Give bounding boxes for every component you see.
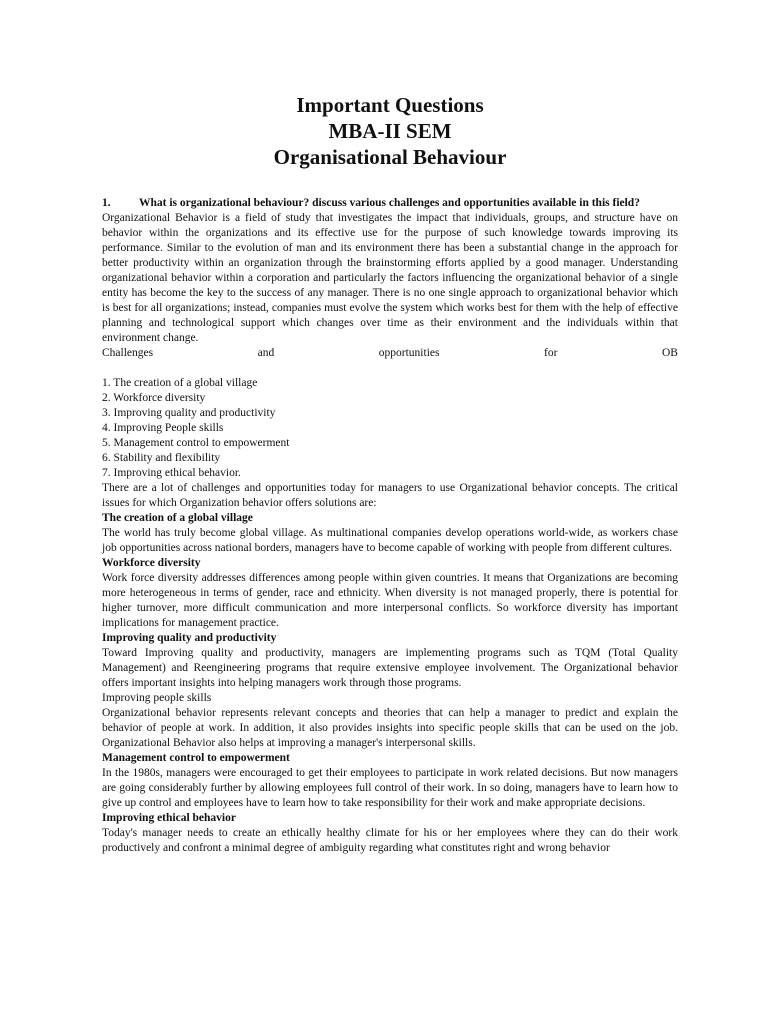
challenges-list: [102, 376, 678, 481]
challenges-word-2: and: [257, 347, 275, 359]
intro-paragraph: Organizational Behavior is a field of study that investigates the impact that individuals, groups, and structure have on behavior within the organizations and its effective use for the purpose of such knowledge towards improving its performance. Similar to the evolution of man and its environment there has been a substantial change in the approach for better productivity within an organization through the brainstorming efforts applied by a good manager. Understanding organizational behavior within a corporation and particularly the factors influencing the organizational behavior of a single entity has become the key to the success of any manager. There is no one single approach to organizational behavior which is best for all organizations; instead, companies must evolve the system which works best for them with the help of effective planning and technological support which changes over time as their environment and the individuals within that environment change.: [102, 212, 678, 344]
section-heading-quality-productivity: Improving quality and productivity: [102, 632, 277, 644]
challenges-word-1: Challenges: [102, 347, 154, 359]
doc-title-2: MBA-II SEM: [328, 119, 452, 143]
summary-paragraph: There are a lot of challenges and opportunities today for managers to use Organizational behavior concepts. The critical issues for which Organization behavior offers solutions are:: [102, 482, 678, 509]
question-text: What is organizational behaviour? discuss various challenges and opportunities available in this field?: [139, 197, 640, 209]
section-heading-ethical-behavior: Improving ethical behavior: [102, 812, 236, 824]
section-body-empowerment: In the 1980s, managers were encouraged to get their employees to participate in work related decisions. But now managers are going considerably further by allowing employees full control of their work. In so doing, managers have to learn how to give up control and employees have to learn how to take responsibility for their work and make appropriate decisions.: [102, 767, 678, 809]
document-page: [102, 92, 678, 856]
section-body-people-skills: Organizational behavior represents relevant concepts and theories that can help a manager to predict and explain the behavior of people at work. In addition, it also provides insights into specific people skills that can be used on the job. Organizational Behavior also helps at improving a manager's interpersonal skills.: [102, 707, 678, 749]
section-heading-global-village: The creation of a global village: [102, 512, 253, 524]
list-item: 6. Stability and flexibility: [102, 452, 221, 464]
challenges-word-3: opportunities: [378, 347, 440, 359]
challenges-line: [102, 346, 678, 361]
list-item: 7. Improving ethical behavior.: [102, 467, 241, 479]
list-item: 4. Improving People skills: [102, 422, 224, 434]
list-item: 5. Management control to empowerment: [102, 437, 290, 449]
section-heading-empowerment: Management control to empowerment: [102, 752, 290, 764]
challenges-word-5: OB: [661, 347, 678, 359]
doc-title-1: Important Questions: [296, 93, 484, 117]
list-item: 3. Improving quality and productivity: [102, 407, 276, 419]
section-heading-workforce-diversity: Workforce diversity: [102, 557, 201, 569]
section-body-ethical-behavior: Today's manager needs to create an ethically healthy climate for his or her employees where they can do their work productively and confront a minimal degree of ambiguity regarding what constitutes right and wrong behavior: [102, 827, 678, 854]
section-body-global-village: The world has truly become global village. As multinational companies develop operations world-wide, as workers chase job opportunities across national borders, managers have to become capable of working with people from different cultures.: [102, 527, 678, 554]
question-1: [102, 196, 678, 211]
doc-title-3: Organisational Behaviour: [273, 145, 507, 169]
section-heading-people-skills: Improving people skills: [102, 692, 212, 704]
challenges-word-4: for: [544, 347, 558, 359]
list-item: 2. Workforce diversity: [102, 392, 206, 404]
list-item: 1. The creation of a global village: [102, 377, 258, 389]
question-number: 1.: [102, 197, 111, 209]
section-body-workforce-diversity: Work force diversity addresses differences among people within given countries. It means that Organizations are becoming more heterogeneous in terms of gender, race and ethnicity. When diversity is not managed properly, there is potential for higher turnover, more difficult communication and more interpersonal conflicts. So workforce diversity has important implications for management practice.: [102, 572, 678, 629]
section-body-quality-productivity: Toward Improving quality and productivity, managers are implementing programs such as TQM (Total Quality Management) and Reengineering programs that require extensive employee involvement. The Organizational behavior offers important insights into helping managers work through those programs.: [102, 647, 678, 689]
